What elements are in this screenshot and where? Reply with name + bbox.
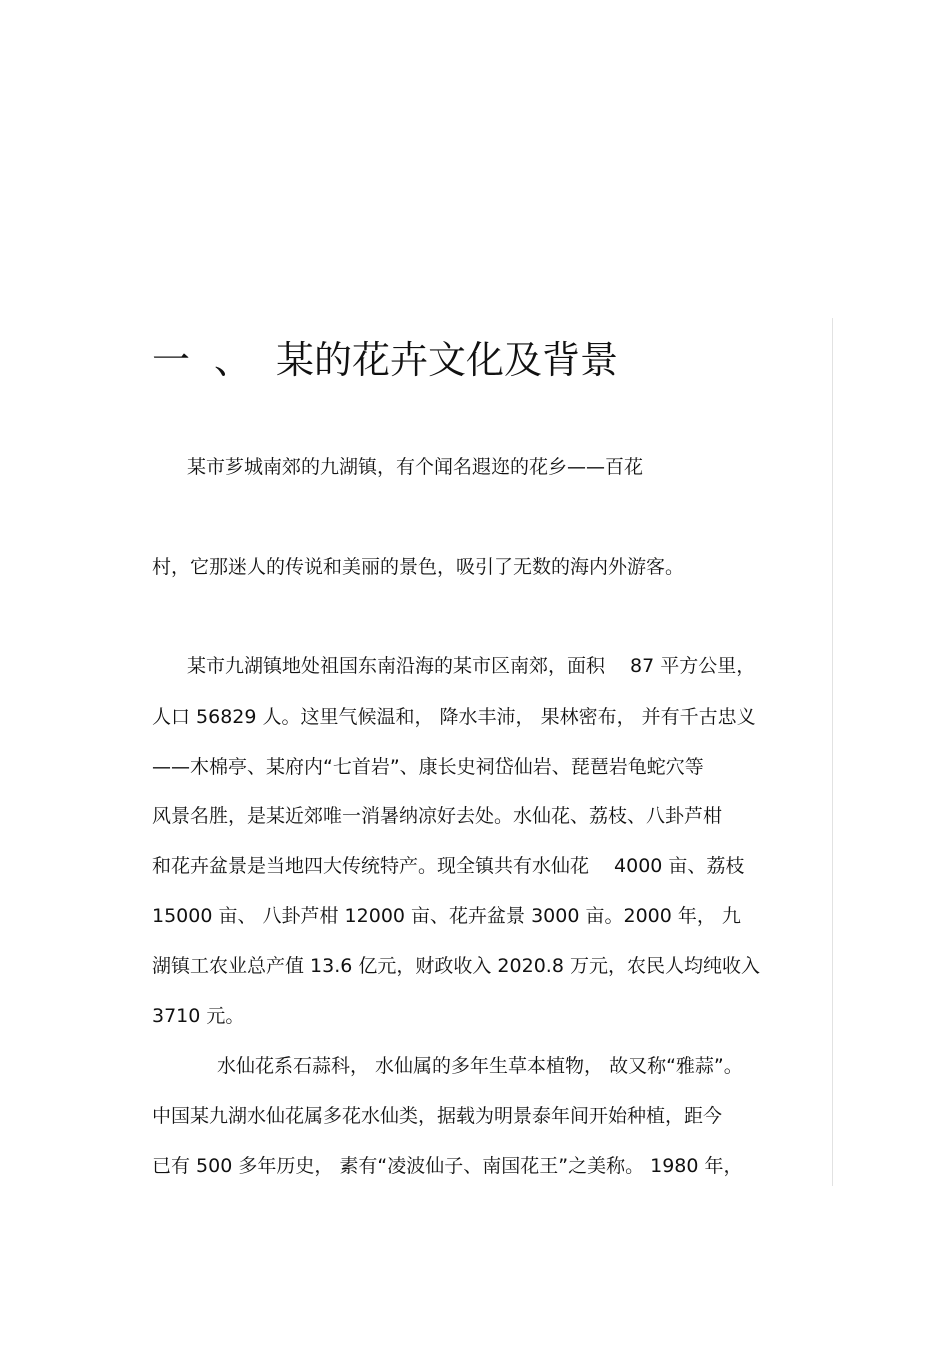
paragraph-line: 已有 500 多年历史， 素有“凌波仙子、南国花王”之美称。 1980 年，	[152, 1155, 743, 1177]
paragraph-line: 和花卉盆景是当地四大传统特产。现全镇共有水仙花 4000 亩、荔枝	[152, 855, 745, 877]
section-separator: 、	[214, 338, 253, 382]
paragraph-line: ——木棉亭、某府内“七首岩”、康长史祠岱仙岩、琵琶岩龟蛇穴等	[152, 756, 704, 778]
section-heading	[152, 334, 618, 386]
section-number: 一	[152, 338, 191, 382]
paragraph-line: 湖镇工农业总产值 13.6 亿元，财政收入 2020.8 万元，农民人均纯收入	[152, 955, 760, 977]
paragraph-line: 村，它那迷人的传说和美丽的景色，吸引了无数的海内外游客。	[152, 556, 685, 578]
paragraph-line: 人口 56829 人。这里气候温和， 降水丰沛， 果林密布， 并有千古忠义	[152, 706, 756, 728]
section-title: 某的花卉文化及背景	[276, 338, 619, 382]
paragraph-line: 风景名胜，是某近郊唯一消暑纳凉好去处。水仙花、荔枝、八卦芦柑	[152, 805, 723, 827]
paragraph-line: 3710 元。	[152, 1005, 245, 1027]
paragraph-line: 水仙花系石蒜科， 水仙属的多年生草本植物， 故又称“雅蒜”。	[217, 1055, 743, 1077]
paragraph-line: 15000 亩、 八卦芦柑 12000 亩、花卉盆景 3000 亩。2000 年， 九	[152, 905, 741, 927]
page-edge-rule	[832, 318, 833, 1186]
paragraph-line: 某市芗城南郊的九湖镇，有个闻名遐迩的花乡——百花	[187, 456, 644, 478]
paragraph-line: 中国某九湖水仙花属多花水仙类，据载为明景泰年间开始种植，距今	[152, 1105, 723, 1127]
paragraph-line: 某市九湖镇地处祖国东南沿海的某市区南郊，面积 87 平方公里，	[187, 655, 756, 677]
